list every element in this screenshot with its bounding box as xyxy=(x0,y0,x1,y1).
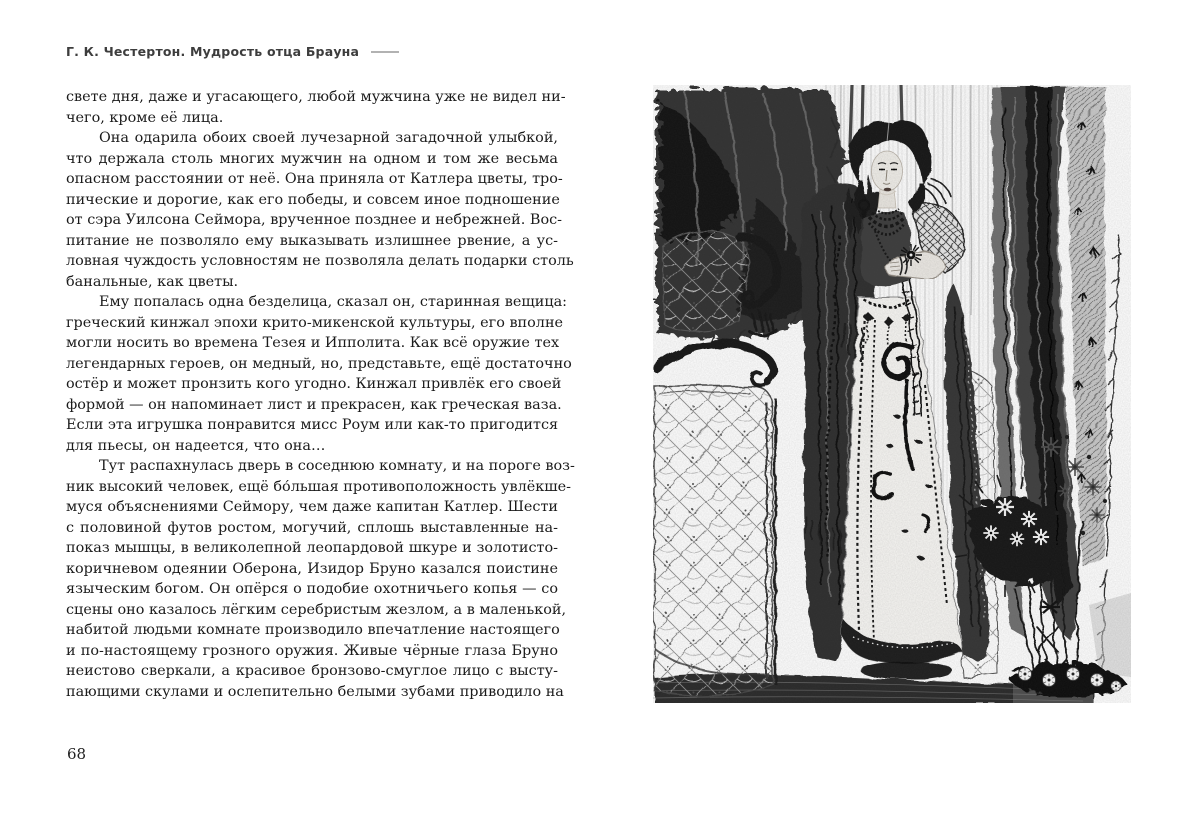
text-line: для пьесы, он надеется, что она… xyxy=(66,437,326,454)
text-line: набитой людьми комнате производило впечатление настоящего xyxy=(66,622,560,638)
paragraph xyxy=(66,128,574,292)
text-line: ловная чуждость условностям не позволяла делать подарки столь xyxy=(66,253,574,269)
text-line: пические и дорогие, как его победы, и совсем иное подношение xyxy=(66,191,560,208)
text-line: остёр и может пронзить кого угодно. Кинжал привлёк его своей xyxy=(66,376,562,392)
text-line: ник высокий человек, ещё бо́льшая противоположность увлёкше- xyxy=(66,478,572,495)
text-line: греческий кинжал эпохи крито-микенской культуры, его вполне xyxy=(66,314,564,331)
text-line: опасном расстоянии от неё. Она приняла от Катлера цветы, тро- xyxy=(66,171,563,187)
running-header xyxy=(66,44,399,59)
text-line: Ему попалась одна безделица, сказал он, старинная вещица: xyxy=(99,294,568,310)
text-line: чего, кроме её лица. xyxy=(66,109,224,126)
text-line: муся объяснениями Сеймору, чем даже капитан Катлер. Шести xyxy=(66,499,558,515)
text-line: питание не позволяло ему выказывать излишнее рвение, а ус- xyxy=(66,232,558,249)
text-line: показ мышцы, в великолепной леопардовой шкуре и золотисто- xyxy=(66,540,558,556)
paragraph xyxy=(66,87,566,128)
text-line: формой — он напоминает лист и прекрасен, как греческая ваза. xyxy=(66,396,562,413)
text-line: неистово сверкали, а красивое бронзово-смуглое лицо с высту- xyxy=(66,663,558,679)
text-line: Если эта игрушка понравится мисс Роум или как-то пригодится xyxy=(66,417,559,433)
text-line: с половиной футов ростом, могучий, сплошь выставленные на- xyxy=(66,519,558,536)
text-line: от сэра Уилсона Сеймора, врученное позднее и небрежней. Вос- xyxy=(66,212,563,228)
text-line: языческим богом. Он опёрся о подобие охотничьего копья — со xyxy=(66,581,558,597)
text-line: банальные, как цветы. xyxy=(66,273,239,290)
text-line: легендарных героев, он медный, но, представьте, ещё достаточно xyxy=(66,355,572,372)
running-header-text: Г. К. Честертон. Мудрость отца Брауна xyxy=(66,44,360,59)
paragraph xyxy=(66,456,575,702)
illustration-drawing xyxy=(653,85,1131,703)
illustration xyxy=(653,85,1131,703)
page-number: 68 xyxy=(67,745,87,763)
text-line: коричневом одеянии Оберона, Изидор Бруно казался поистине xyxy=(66,560,558,577)
text-block xyxy=(66,87,575,702)
grain-overlay xyxy=(653,85,1131,703)
paragraph xyxy=(66,292,572,456)
text-line: сцены оно казалось лёгким серебристым жезлом, а в маленькой, xyxy=(66,601,567,618)
text-line: пающими скулами и ослепительно белыми зубами приводило на xyxy=(66,683,564,700)
text-line: свете дня, даже и угасающего, любой мужчина уже не видел ни- xyxy=(66,89,566,105)
text-line: Она одарила обоих своей лучезарной загадочной улыбкой, xyxy=(99,130,558,146)
text-line: могли носить во времена Тезея и Ипполита. Как всё оружие тех xyxy=(66,335,560,351)
text-line: что держала столь многих мужчин на одном и том же весьма xyxy=(66,150,558,167)
header-rule xyxy=(371,51,399,53)
text-line: и по-настоящему грозного оружия. Живые чёрные глаза Бруно xyxy=(66,642,558,659)
text-line: Тут распахнулась дверь в соседнюю комнату, и на пороге воз- xyxy=(99,458,575,474)
